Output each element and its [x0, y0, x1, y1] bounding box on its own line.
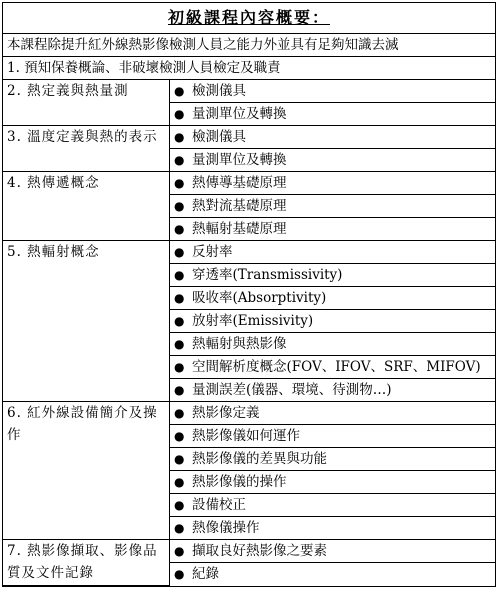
- list-item-text: 量測誤差(儀器、環境、待測物…): [192, 382, 392, 398]
- list-item: [170, 356, 496, 379]
- list-item-text: 放射率(Emissivity): [192, 313, 314, 329]
- document-title-row: [3, 3, 495, 34]
- section-topic: 6. 紅外線設備簡介及操作: [3, 402, 170, 540]
- table-row: [3, 241, 495, 264]
- list-item: [170, 379, 496, 402]
- section-1-text: 1. 預知保養概論、非破壞檢測人員檢定及職責: [3, 57, 495, 80]
- list-item-text: 熱像儀操作: [192, 520, 260, 536]
- section-topic: 4. 熱傳遞概念: [3, 172, 170, 241]
- bullet-icon: ●: [174, 176, 185, 190]
- list-item-text: 量測單位及轉換: [192, 152, 287, 168]
- bullet-icon: ●: [174, 153, 185, 167]
- list-item: [170, 241, 496, 264]
- list-item-text: 熱影像儀的差異與功能: [192, 451, 327, 467]
- list-item-text: 紀錄: [192, 566, 219, 582]
- bullet-icon: ●: [174, 130, 185, 144]
- bullet-icon: ●: [174, 383, 185, 397]
- list-item: [170, 172, 496, 195]
- table-row: [3, 126, 495, 149]
- list-item-text: 吸收率(Absorptivity): [192, 290, 327, 306]
- list-item-text: 熱影像定義: [192, 405, 260, 421]
- bullet-icon: ●: [174, 475, 185, 489]
- bullet-icon: ●: [174, 521, 185, 535]
- list-item-text: 熱輻射基礎原理: [192, 221, 287, 237]
- bullet-icon: ●: [174, 452, 185, 466]
- list-item: [170, 563, 496, 586]
- section-topic: 2. 熱定義與熱量測: [3, 80, 170, 126]
- table-row: [3, 540, 495, 563]
- bullet-icon: ●: [174, 360, 185, 374]
- list-item: [170, 425, 496, 448]
- list-item: [170, 149, 496, 172]
- list-item-text: 設備校正: [192, 497, 246, 513]
- bullet-icon: ●: [174, 107, 185, 121]
- bullet-icon: ●: [174, 498, 185, 512]
- table-row: [3, 402, 495, 425]
- list-item: [170, 494, 496, 517]
- list-item-text: 擷取良好熱影像之要素: [192, 543, 327, 559]
- list-item-text: 量測單位及轉換: [192, 106, 287, 122]
- list-item: [170, 333, 496, 356]
- section-topic: 3. 溫度定義與熱的表示: [3, 126, 170, 172]
- table-row: [3, 172, 495, 195]
- list-item-text: 反射率: [192, 244, 233, 260]
- list-item: [170, 310, 496, 333]
- document-title: 初級課程內容概要：: [167, 8, 330, 27]
- list-item-text: 熱對流基礎原理: [192, 198, 287, 214]
- section-topic: 5. 熱輻射概念: [3, 241, 170, 402]
- list-item-text: 熱影像儀如何運作: [192, 428, 300, 444]
- list-item-text: 檢測儀具: [192, 129, 246, 145]
- bullet-icon: ●: [174, 406, 185, 420]
- list-item-text: 熱傳導基礎原理: [192, 175, 287, 191]
- bullet-icon: ●: [174, 245, 185, 259]
- bullet-icon: ●: [174, 544, 185, 558]
- list-item: [170, 195, 496, 218]
- list-item: [170, 517, 496, 540]
- course-outline-document: [2, 2, 496, 587]
- list-item: [170, 402, 496, 425]
- bullet-icon: ●: [174, 268, 185, 282]
- list-item: [170, 471, 496, 494]
- list-item: [170, 80, 496, 103]
- course-topics-table: [3, 80, 495, 586]
- bullet-icon: ●: [174, 222, 185, 236]
- table-row: [3, 80, 495, 103]
- bullet-icon: ●: [174, 314, 185, 328]
- list-item: [170, 264, 496, 287]
- bullet-icon: ●: [174, 429, 185, 443]
- bullet-icon: ●: [174, 84, 185, 98]
- list-item: [170, 126, 496, 149]
- bullet-icon: ●: [174, 567, 185, 581]
- list-item-text: 熱輻射與熱影像: [192, 336, 287, 352]
- bullet-icon: ●: [174, 337, 185, 351]
- section-topic: 7. 熱影像擷取、影像品質及文件記錄: [3, 540, 170, 586]
- list-item-text: 熱影像儀的操作: [192, 474, 287, 490]
- intro-text: 本課程除提升紅外線熱影像檢測人員之能力外並具有足夠知識去滅: [3, 34, 495, 57]
- bullet-icon: ●: [174, 199, 185, 213]
- bullet-icon: ●: [174, 291, 185, 305]
- list-item: [170, 448, 496, 471]
- list-item-text: 空間解析度概念(FOV、IFOV、SRF、MIFOV): [192, 359, 481, 375]
- list-item-text: 穿透率(Transmissivity): [192, 267, 343, 283]
- list-item: [170, 103, 496, 126]
- list-item-text: 檢測儀具: [192, 83, 246, 99]
- list-item: [170, 540, 496, 563]
- list-item: [170, 287, 496, 310]
- list-item: [170, 218, 496, 241]
